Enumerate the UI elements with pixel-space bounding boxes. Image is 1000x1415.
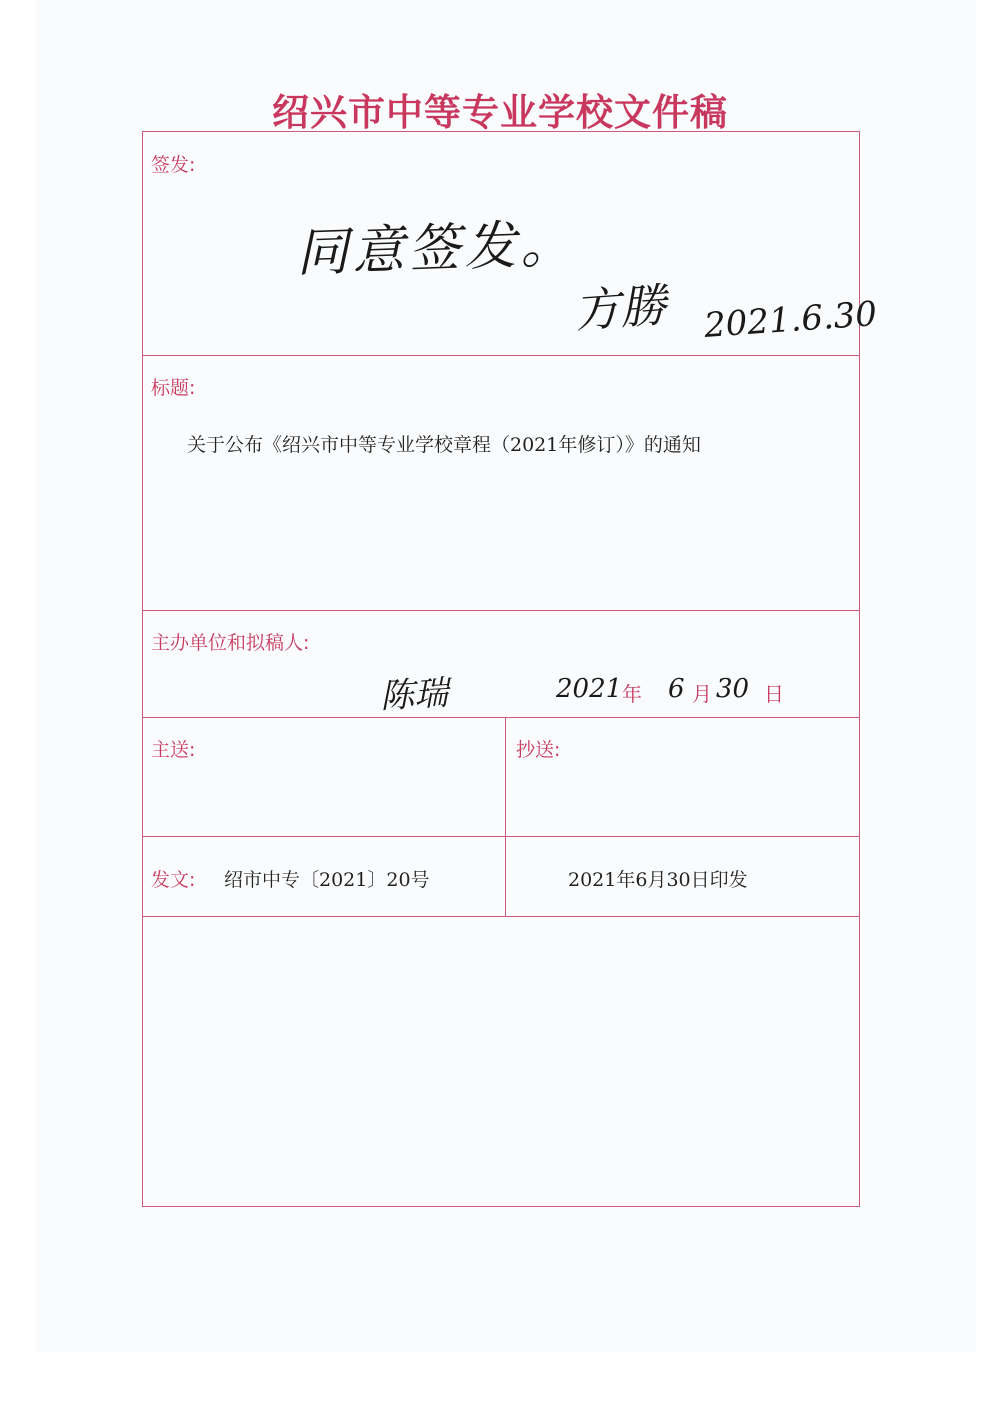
approver-signature: 方勝 — [572, 277, 668, 339]
document-form — [142, 131, 860, 1207]
subject-label: 标题: — [151, 377, 196, 399]
drafter-month-handwriting: 6 — [668, 674, 685, 704]
drafter-label: 主办单位和拟稿人: — [151, 632, 310, 654]
issue-label: 发文: — [151, 869, 196, 891]
issue-date: 2021年6月30日印发 — [568, 869, 748, 891]
month-char: 月 — [692, 682, 712, 706]
year-char: 年 — [622, 682, 642, 706]
drafter-year-handwriting: 2021 — [556, 674, 623, 704]
column-divider — [505, 717, 506, 916]
divider-subject-drafter — [143, 610, 859, 611]
divider-sign-subject — [143, 355, 859, 356]
sign-label: 签发: — [151, 154, 196, 176]
day-char: 日 — [764, 682, 784, 706]
drafter-signature: 陈瑞 — [379, 673, 450, 717]
document-title: 绍兴市中等专业学校文件稿 — [272, 91, 728, 134]
subject-text: 关于公布《绍兴市中等专业学校章程（2021年修订）》的通知 — [187, 434, 701, 456]
cc-recipient-label: 抄送: — [516, 739, 561, 761]
approval-date-handwriting: 2021.6.30 — [702, 294, 879, 346]
divider-drafter-distribution — [143, 717, 859, 718]
approval-handwriting: 同意签发。 — [295, 214, 578, 284]
document-number: 绍市中专〔2021〕20号 — [224, 869, 430, 891]
divider-distribution-issue — [143, 836, 859, 837]
drafter-day-handwriting: 30 — [716, 674, 750, 704]
divider-issue-blank — [143, 916, 859, 917]
main-recipient-label: 主送: — [151, 739, 196, 761]
